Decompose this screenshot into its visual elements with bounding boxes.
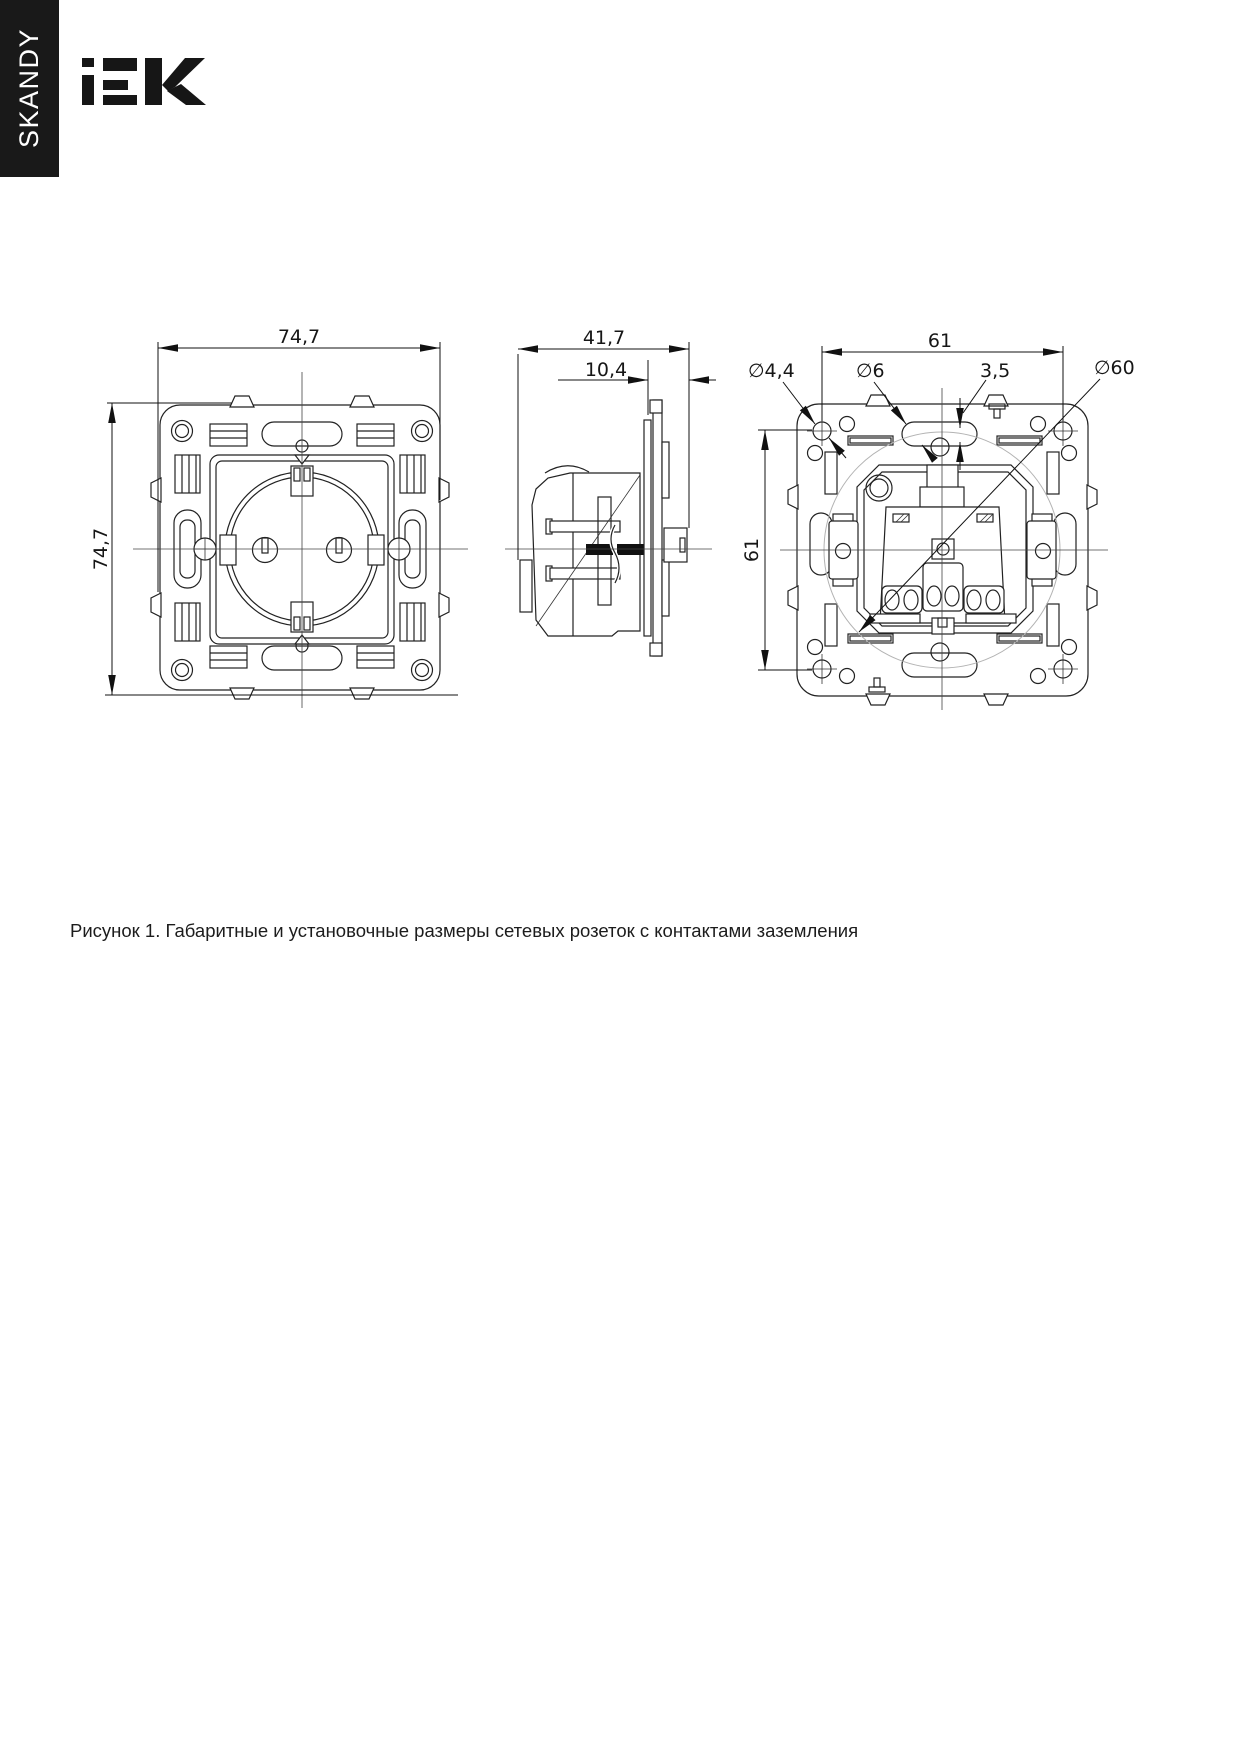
dim-slot-width: 3,5 (980, 360, 1011, 382)
dim-slot-hole-diameter: ∅6 (856, 360, 885, 382)
dim-front-height: 74,7 (90, 527, 112, 571)
side-view-drawing (505, 400, 712, 656)
dim-mounting-box-diameter: ∅60 (1094, 357, 1135, 379)
dim-side-depth: 41,7 (582, 327, 626, 349)
series-banner-label: SKANDY (14, 28, 44, 149)
dim-front-width: 74,7 (277, 326, 321, 348)
dim-screw-hole-diameter: ∅4,4 (748, 360, 795, 382)
dim-back-hole-spacing-horizontal: 61 (927, 330, 953, 352)
back-view-drawing (780, 388, 1108, 710)
dim-side-front-depth: 10,4 (584, 359, 628, 381)
front-view-drawing (133, 372, 468, 708)
dim-back-hole-spacing-vertical: 61 (741, 537, 763, 563)
figure-caption: Рисунок 1. Габаритные и установочные размеры сетевых розеток с контактами заземления (70, 920, 859, 941)
